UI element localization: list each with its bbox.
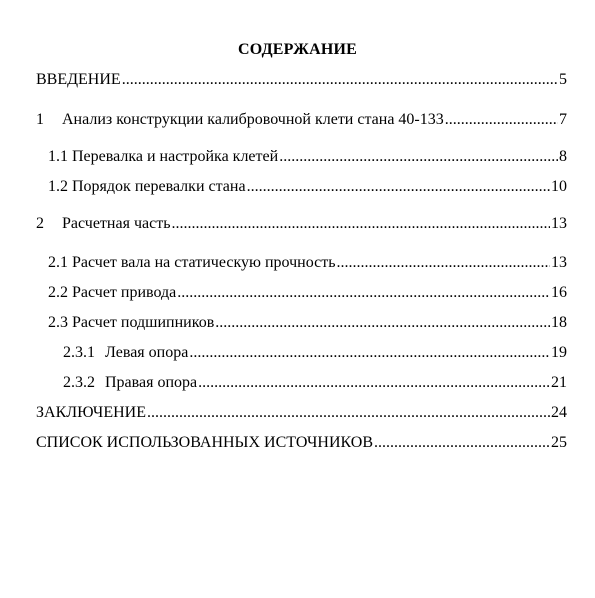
toc-entry-page: 10 xyxy=(551,178,567,195)
toc-entry-page: 8 xyxy=(559,148,567,165)
toc-title: СОДЕРЖАНИЕ xyxy=(237,41,358,58)
toc-entry-page: 24 xyxy=(551,404,567,421)
toc-leader-dots xyxy=(177,283,550,303)
toc-entry-page: 13 xyxy=(551,254,567,271)
toc-entry-label: 2.3 Расчет подшипников xyxy=(48,314,215,331)
toc-entry-page: 16 xyxy=(551,284,567,301)
toc-entry-section-1-2[interactable] xyxy=(48,177,567,197)
toc-entry-references[interactable] xyxy=(36,433,567,453)
toc-entry-label: 2.2 Расчет привода xyxy=(48,284,177,301)
toc-entry-page: 13 xyxy=(551,215,567,232)
toc-entry-label: ВВЕДЕНИЕ xyxy=(36,71,121,88)
toc-entry-label: ЗАКЛЮЧЕНИЕ xyxy=(36,404,146,421)
toc-entry-label: Анализ конструкции калибровочной клети стана 40-133 xyxy=(62,111,444,128)
toc-entry-label: Правая опора xyxy=(105,374,198,391)
toc-entry-page: 19 xyxy=(551,344,567,361)
toc-entry-page: 21 xyxy=(551,374,567,391)
toc-leader-dots xyxy=(147,403,550,423)
toc-entry-section-1-1[interactable] xyxy=(48,147,567,167)
toc-entry-chapter-1[interactable] xyxy=(36,110,567,130)
toc-entry-label: Расчетная часть xyxy=(62,215,171,232)
toc-leader-dots xyxy=(445,110,558,130)
toc-entry-label: 2.1 Расчет вала на статическую прочность xyxy=(48,254,336,271)
toc-entry-number: 2 xyxy=(36,215,44,232)
toc-entry-page: 5 xyxy=(559,71,567,88)
toc-entry-label: Левая опора xyxy=(105,344,189,361)
toc-leader-dots xyxy=(171,214,550,234)
toc-entry-number: 1 xyxy=(36,111,44,128)
toc-entry-section-2-2[interactable] xyxy=(48,283,567,303)
toc-entry-number: 2.3.2 xyxy=(63,374,95,391)
toc-entry-page: 7 xyxy=(559,111,567,128)
toc-leader-dots xyxy=(279,147,558,167)
toc-entry-section-2-1[interactable] xyxy=(48,253,567,273)
toc-leader-dots xyxy=(198,373,550,393)
toc-leader-dots xyxy=(247,177,550,197)
toc-leader-dots xyxy=(122,70,558,90)
toc-entry-section-2-3[interactable] xyxy=(48,313,567,333)
toc-entry-introduction[interactable] xyxy=(36,70,567,90)
toc-entry-subsection-2-3-2[interactable] xyxy=(63,373,567,393)
toc-entry-page: 18 xyxy=(551,314,567,331)
toc-leader-dots xyxy=(189,343,550,363)
toc-entry-number: 2.3.1 xyxy=(63,344,95,361)
toc-leader-dots xyxy=(336,253,550,273)
toc-leader-dots xyxy=(215,313,550,333)
toc-entry-chapter-2[interactable] xyxy=(36,214,567,234)
toc-entry-page: 25 xyxy=(551,434,567,451)
toc-entry-label: СПИСОК ИСПОЛЬЗОВАННЫХ ИСТОЧНИКОВ xyxy=(36,434,374,451)
toc-entry-conclusion[interactable] xyxy=(36,403,567,423)
toc-entry-subsection-2-3-1[interactable] xyxy=(63,343,567,363)
toc-leader-dots xyxy=(374,433,550,453)
toc-entry-label: 1.1 Перевалка и настройка клетей xyxy=(48,148,279,165)
toc-entry-label: 1.2 Порядок перевалки стана xyxy=(48,178,246,195)
